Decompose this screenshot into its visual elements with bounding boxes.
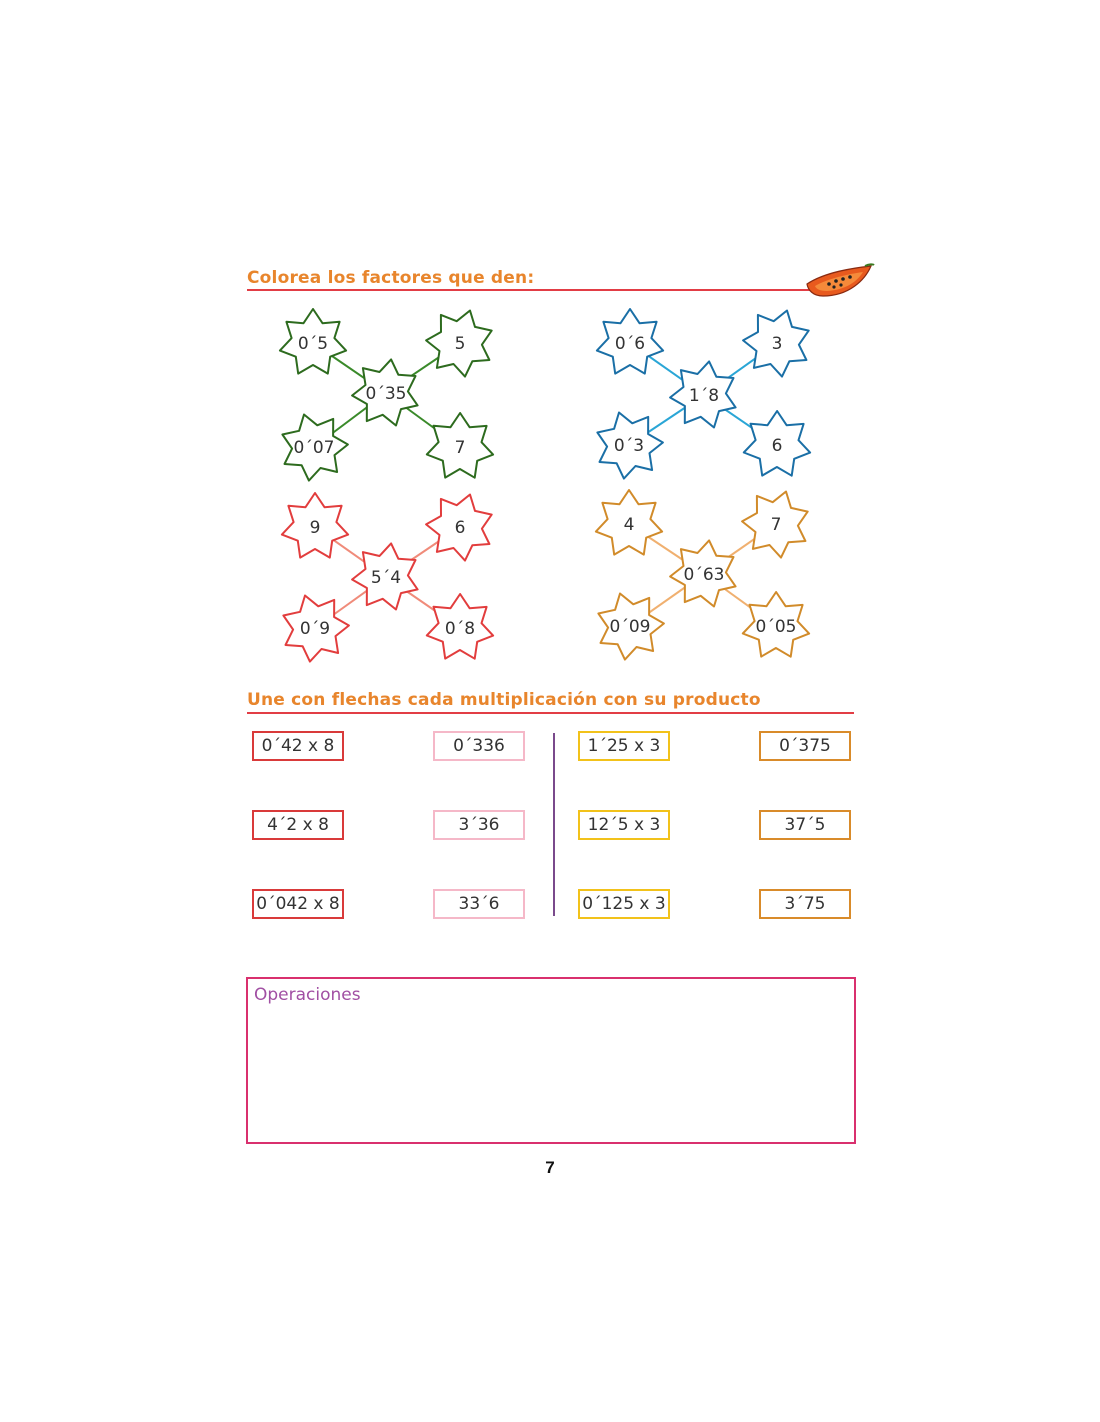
section-title-match: Une con flechas cada multiplicación con su producto xyxy=(247,690,761,710)
product-star[interactable] xyxy=(670,540,736,606)
star-label: 7 xyxy=(770,515,782,535)
page-number: 7 xyxy=(545,1158,555,1177)
star-label: 0´35 xyxy=(365,384,407,404)
factor-star[interactable] xyxy=(280,309,346,374)
product-box[interactable]: 0´375 xyxy=(759,731,851,761)
star-label: 0´63 xyxy=(683,565,725,585)
product-box[interactable]: 37´5 xyxy=(759,810,851,840)
multiplication-box[interactable]: 12´5 x 3 xyxy=(578,810,670,840)
star-label: 4 xyxy=(623,515,635,535)
column-divider xyxy=(553,733,555,916)
multiplication-box[interactable]: 0´42 x 8 xyxy=(252,731,344,761)
factor-star[interactable] xyxy=(598,594,664,660)
factor-star[interactable] xyxy=(427,413,493,478)
multiplication-box[interactable]: 0´125 x 3 xyxy=(578,889,670,919)
star-label: 9 xyxy=(309,518,321,538)
star-label: 5 xyxy=(454,334,466,354)
factor-stars-area xyxy=(0,0,1100,700)
star-label: 7 xyxy=(454,438,466,458)
product-box[interactable]: 3´36 xyxy=(433,810,525,840)
product-star[interactable] xyxy=(670,361,736,427)
star-label: 1´8 xyxy=(688,386,720,406)
factor-star[interactable] xyxy=(426,495,492,561)
factor-star[interactable] xyxy=(426,311,492,377)
factor-star[interactable] xyxy=(743,592,809,657)
star-label: 6 xyxy=(771,436,783,456)
star-label: 0´07 xyxy=(293,438,335,458)
factor-star[interactable] xyxy=(744,411,810,476)
operations-box[interactable] xyxy=(246,977,856,1144)
star-label: 6 xyxy=(454,518,466,538)
factor-star[interactable] xyxy=(427,594,493,659)
multiplication-box[interactable]: 0´042 x 8 xyxy=(252,889,344,919)
star-label: 0´6 xyxy=(614,334,646,354)
operations-label: Operaciones xyxy=(254,985,361,1005)
multiplication-box[interactable]: 4´2 x 8 xyxy=(252,810,344,840)
factor-star[interactable] xyxy=(597,413,663,479)
factor-star[interactable] xyxy=(742,492,808,558)
star-label: 0´8 xyxy=(444,619,476,639)
title-underline xyxy=(247,712,854,714)
factor-star[interactable] xyxy=(597,309,663,374)
factor-star[interactable] xyxy=(282,493,348,558)
factor-star[interactable] xyxy=(743,311,809,377)
product-box[interactable]: 3´75 xyxy=(759,889,851,919)
star-label: 0´3 xyxy=(613,436,645,456)
star-label: 0´9 xyxy=(299,619,331,639)
multiplication-box[interactable]: 1´25 x 3 xyxy=(578,731,670,761)
star-label: 0´5 xyxy=(297,334,329,354)
factor-star[interactable] xyxy=(282,415,348,481)
star-label: 5´4 xyxy=(370,568,402,588)
product-star[interactable] xyxy=(352,543,418,609)
star-label: 3 xyxy=(771,334,783,354)
star-label: 0´05 xyxy=(755,617,797,637)
star-label: 0´09 xyxy=(609,617,651,637)
product-star[interactable] xyxy=(352,359,418,425)
factor-star[interactable] xyxy=(596,490,662,555)
section-title-factors: Colorea los factores que den: xyxy=(247,268,535,288)
factor-star[interactable] xyxy=(283,596,349,662)
product-box[interactable]: 33´6 xyxy=(433,889,525,919)
product-box[interactable]: 0´336 xyxy=(433,731,525,761)
